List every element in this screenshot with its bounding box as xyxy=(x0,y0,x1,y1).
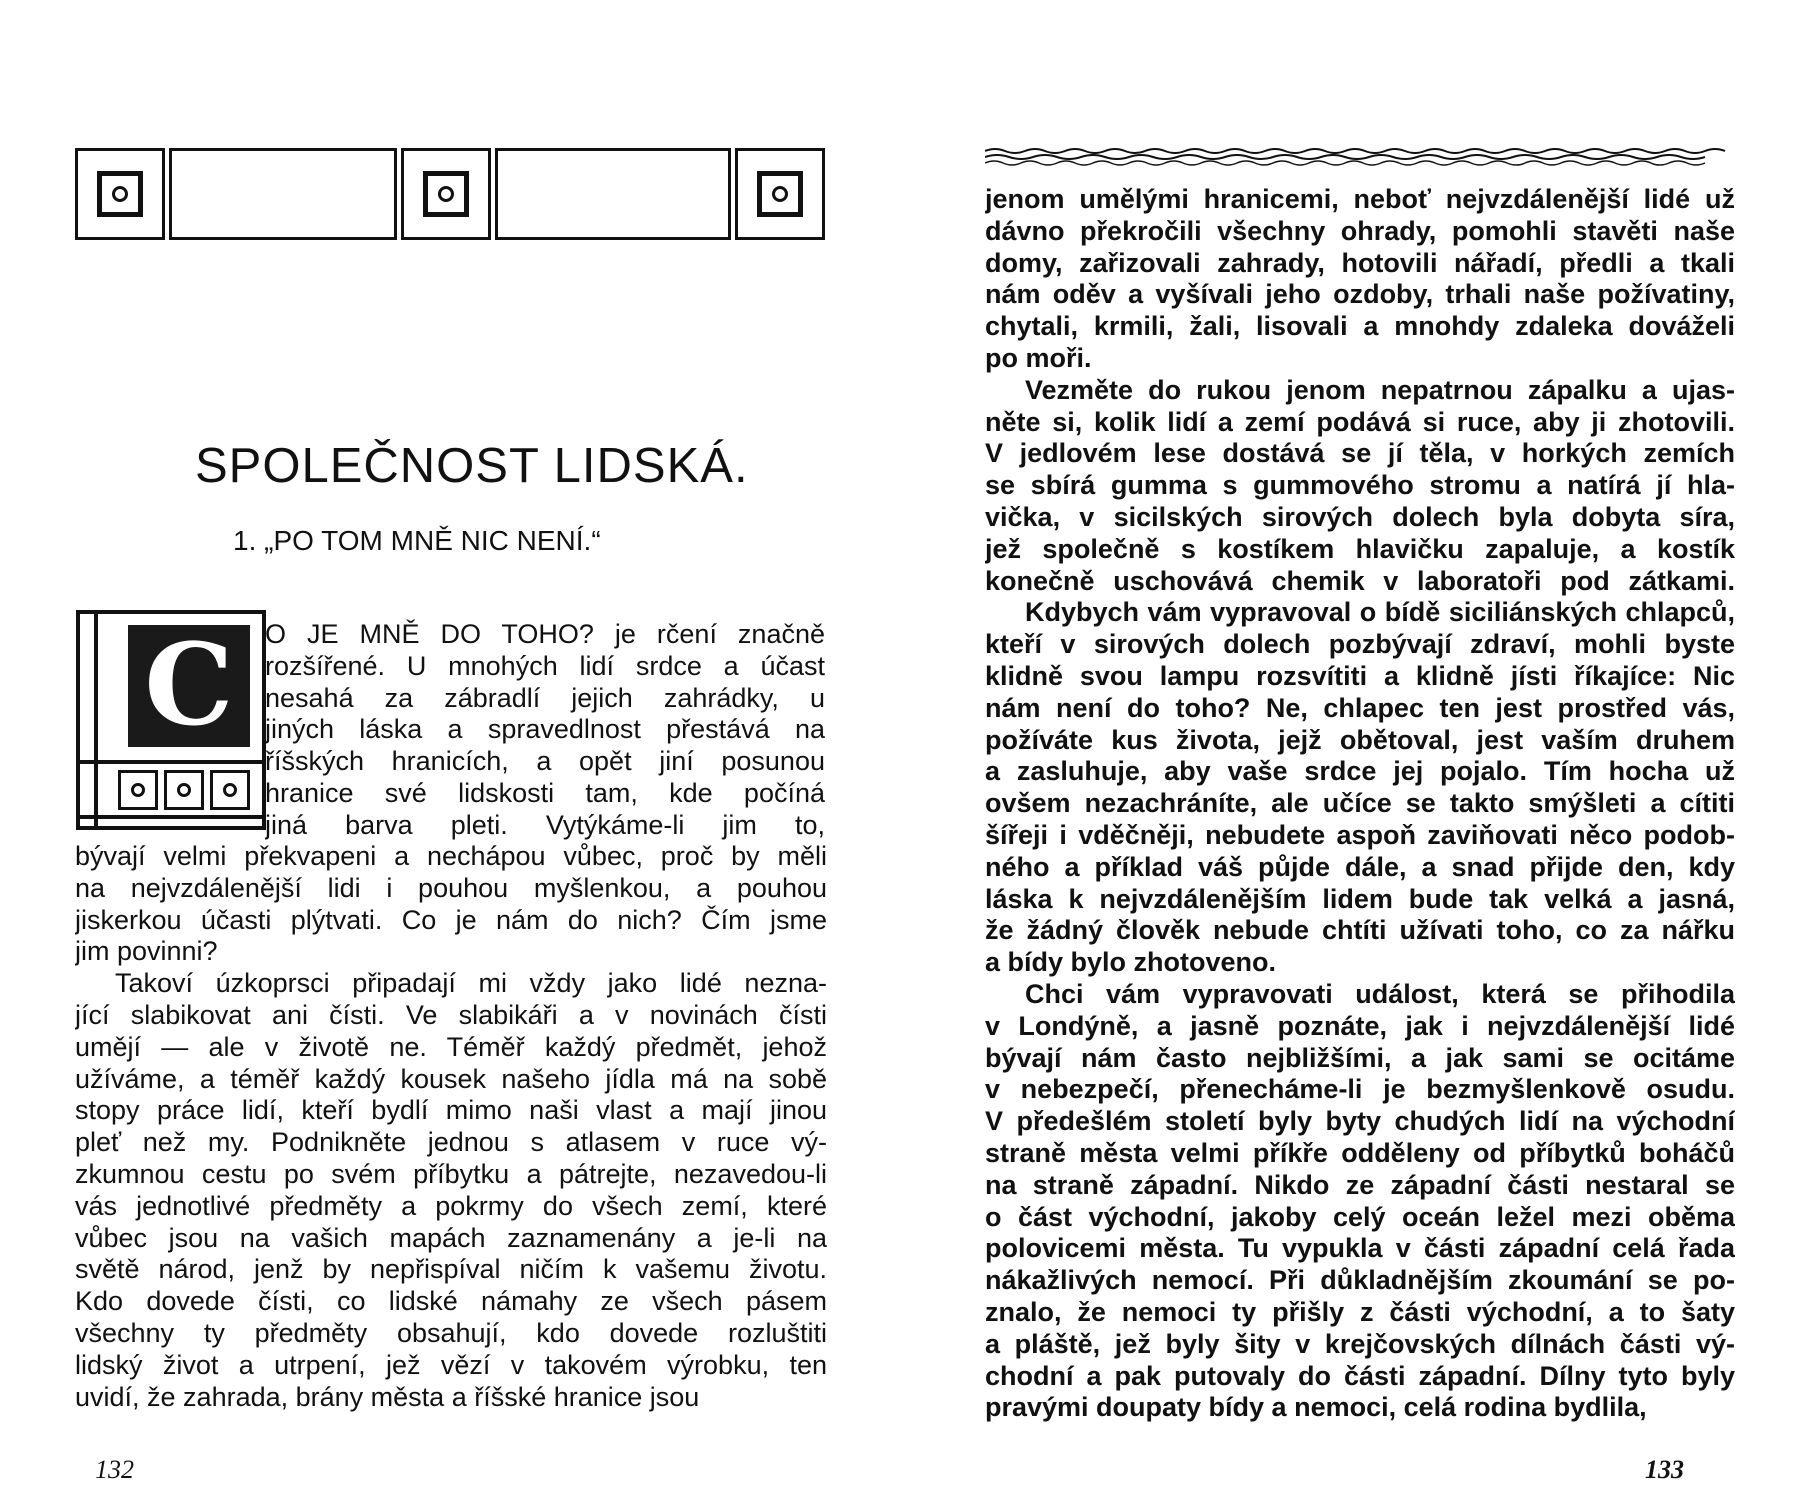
text-line: vás jednotlivé předměty a pokrmy do všech zemí, které xyxy=(75,1190,827,1221)
text-line: nám oděv a vyšívali jeho ozdoby, trhali naše požívatiny, xyxy=(985,279,1735,310)
text-line: něte si, kolik lidí a zemí podává si ruce, aby ji zhotovili. xyxy=(985,406,1735,437)
text-line: o část východní, jakoby celý oceán ležel mezi oběma xyxy=(985,1201,1735,1232)
text-line: jiná barva pleti. Vytýkáme-li jim to, xyxy=(265,809,825,840)
text-line: klidně svou lampu rozsvítiti a klidně jísti říkajíce: Nic xyxy=(985,661,1735,691)
text-line: užíváme, a téměř každý kousek našeho jídla má na sobě xyxy=(75,1063,827,1094)
page-number: 133 xyxy=(1645,1455,1684,1484)
text-line: Vezměte do rukou jenom nepatrnou zápalku a ujas- xyxy=(1025,374,1735,405)
text-line: světě národ, jenž by nepřispíval ničím k vašemu životu. xyxy=(75,1254,827,1285)
text-line: chodní a pak putovaly do části západní. Dílny tyto byly xyxy=(985,1360,1735,1391)
text-line: ovšem nezachráníte, ale učíce se takto smýšleti a cítiti xyxy=(985,788,1735,819)
text-line: pleť než my. Podnikněte jednou s atlasem v ruce vý- xyxy=(75,1127,827,1158)
text-line: na straně západní. Nikdo ze západní části nestaral se xyxy=(985,1169,1735,1200)
ornament-panel xyxy=(169,148,397,240)
text-line: zkumnou cestu po svém příbytku a pátrejte, nezavedou-li xyxy=(75,1159,827,1189)
ornament-square-icon xyxy=(401,148,491,240)
text-line: Kdo dovede čísti, co lidské námahy ze všech pásem xyxy=(75,1286,827,1317)
ornament-square-icon xyxy=(210,770,250,810)
text-line: nákažlivých nemocí. Při důkladnějším zkoumání se po- xyxy=(985,1265,1735,1296)
text-line: uvidí, že zahrada, brány města a říšské hranice jsou xyxy=(75,1381,700,1412)
text-line: jim povinni? xyxy=(75,936,218,967)
text-line: nesahá za zábradlí jejich zahrádky, u xyxy=(265,682,825,713)
right-page xyxy=(900,0,1800,1500)
text-line: V předešlém století byly byty chudých lidí na východní xyxy=(985,1106,1735,1137)
text-line: konečně uschovává chemik v laboratoři pod zátkami. xyxy=(985,565,1735,596)
text-line: jiných láska a spravedlnost přestává na xyxy=(265,714,825,745)
ornament-square-icon xyxy=(118,770,158,810)
text-line: umějí — ale v životě ne. Téměř každý předmět, jehož xyxy=(75,1031,827,1062)
text-line: Takoví úzkoprsci připadají mi vždy jako lidé nezna- xyxy=(115,968,827,999)
text-line: Kdybych vám vypravoval o bídě siciliánských chlapců, xyxy=(1025,597,1735,628)
drop-cap-ornament xyxy=(118,770,258,810)
text-line: O JE MNĚ DO TOHO? je rčení značně xyxy=(265,619,825,649)
text-line: hranice své lidskosti tam, kde počíná xyxy=(265,778,825,808)
text-line: jící slabikovat ani čísti. Ve slabikáři a v novinách čísti xyxy=(75,1000,827,1030)
text-line: domy, zařizovali zahrady, hotovili nářadí, předli a tkali xyxy=(985,247,1735,278)
ornament-square-icon xyxy=(735,148,825,240)
text-line: jenom umělými hranicemi, neboť nejvzdálenější lidé už xyxy=(985,184,1735,214)
text-line: rozšířené. U mnohých lidí srdce a účast xyxy=(265,650,825,681)
text-line: bývají velmi překvapeni a nechápou vůbec, proč by měli xyxy=(75,841,827,871)
header-ornament xyxy=(75,148,827,240)
page-number: 132 xyxy=(95,1455,134,1484)
text-line: po moři. xyxy=(985,343,1092,373)
text-line: láska k nejvzdálenějším lidem bude tak velká a jasná, xyxy=(985,883,1735,914)
text-line: chytali, krmili, žali, lisovali a mnohdy zdaleka dováželi xyxy=(985,311,1735,342)
text-line: vička, v sicilských sirových dolech byla dobyta síra, xyxy=(985,502,1735,532)
text-line: říšských hranicích, a opět jiní posunou xyxy=(265,746,825,777)
text-line: lidský život a utrpení, jež vězí v takovém výrobku, ten xyxy=(75,1349,827,1380)
text-line: pravými doupaty bídy a nemoci, celá rodina bydlila, xyxy=(985,1392,1647,1423)
section-title: 1. „PO TOM MNĚ NIC NENÍ.“ xyxy=(233,525,601,556)
text-line: bývají nám často nejbližšími, a jak sami se ocitáme xyxy=(985,1042,1735,1073)
text-line: na nejvzdálenější lidi i pouhou myšlenkou, a pouhou xyxy=(75,872,827,903)
text-line: všechny ty předměty obsahují, kdo dovede rozluštiti xyxy=(75,1318,827,1348)
text-line: straně města velmi příkře odděleny od příbytků boháčů xyxy=(985,1138,1735,1168)
text-line: dávno překročili všechny ohrady, pomohli stavěti naše xyxy=(985,215,1735,246)
text-line: jiskerkou účasti plýtvati. Co je nám do nich? Čím jsme xyxy=(75,904,827,935)
chapter-title: SPOLEČNOST LIDSKÁ. xyxy=(195,439,749,493)
text-line: se sbírá gumma s gummového stromu a natírá jí hla- xyxy=(985,470,1735,501)
text-line: kteří v sirových dolech pozbývají zdraví, mohli byste xyxy=(985,629,1735,660)
text-line: polovicemi města. Tu vypukla v části západní celá řada xyxy=(985,1233,1735,1264)
text-line: že žádný člověk nebude chtíti užívati toho, co za nářku xyxy=(985,915,1735,946)
text-line: v nebezpečí, přenecháme-li je bezmyšlenkově osudu. xyxy=(985,1074,1735,1105)
ornament-panel xyxy=(495,148,731,240)
text-line: šířeji i vděčněji, nebudete aspoň zaviňovati něco podob- xyxy=(985,820,1735,850)
text-line: a zasluhuje, aby vaše srdce jej pojalo. Tím hocha už xyxy=(985,756,1735,787)
drop-cap: C xyxy=(128,625,250,747)
text-line: jež společně s kostíkem hlavičku zapaluje, a kostík xyxy=(985,533,1735,564)
text-line: Chci vám vypravovati událost, která se přihodila xyxy=(1025,979,1735,1009)
text-line: vůbec jsou na vašich mapách zaznamenány a je-li na xyxy=(75,1222,827,1253)
text-line: požíváte kus života, jejž obětoval, jest vaším druhem xyxy=(985,724,1735,755)
text-line: znalo, že nemoci ty přišly z části východní, a to šaty xyxy=(985,1297,1735,1327)
text-line: ného a příklad váš půjde dále, a snad přijde den, kdy xyxy=(985,851,1735,882)
text-line: nám není do toho? Ne, chlapec ten jest prostřed vás, xyxy=(985,692,1735,723)
wavy-rule-ornament xyxy=(985,145,1735,167)
text-line: stopy práce lidí, kteří bydlí mimo naši vlast a mají jinou xyxy=(75,1095,827,1126)
text-line: v Londýně, a jasně poznáte, jak i nejvzdálenější lidé xyxy=(985,1010,1735,1041)
ornament-square-icon xyxy=(75,148,165,240)
text-line: a bídy bylo zhotoveno. xyxy=(985,947,1277,978)
ornament-square-icon xyxy=(164,770,204,810)
text-line: a pláště, jež byly šity v krejčovských dílnách části vý- xyxy=(985,1328,1735,1359)
text-line: V jedlovém lese dostává se jí těla, v horkých zemích xyxy=(985,438,1735,469)
